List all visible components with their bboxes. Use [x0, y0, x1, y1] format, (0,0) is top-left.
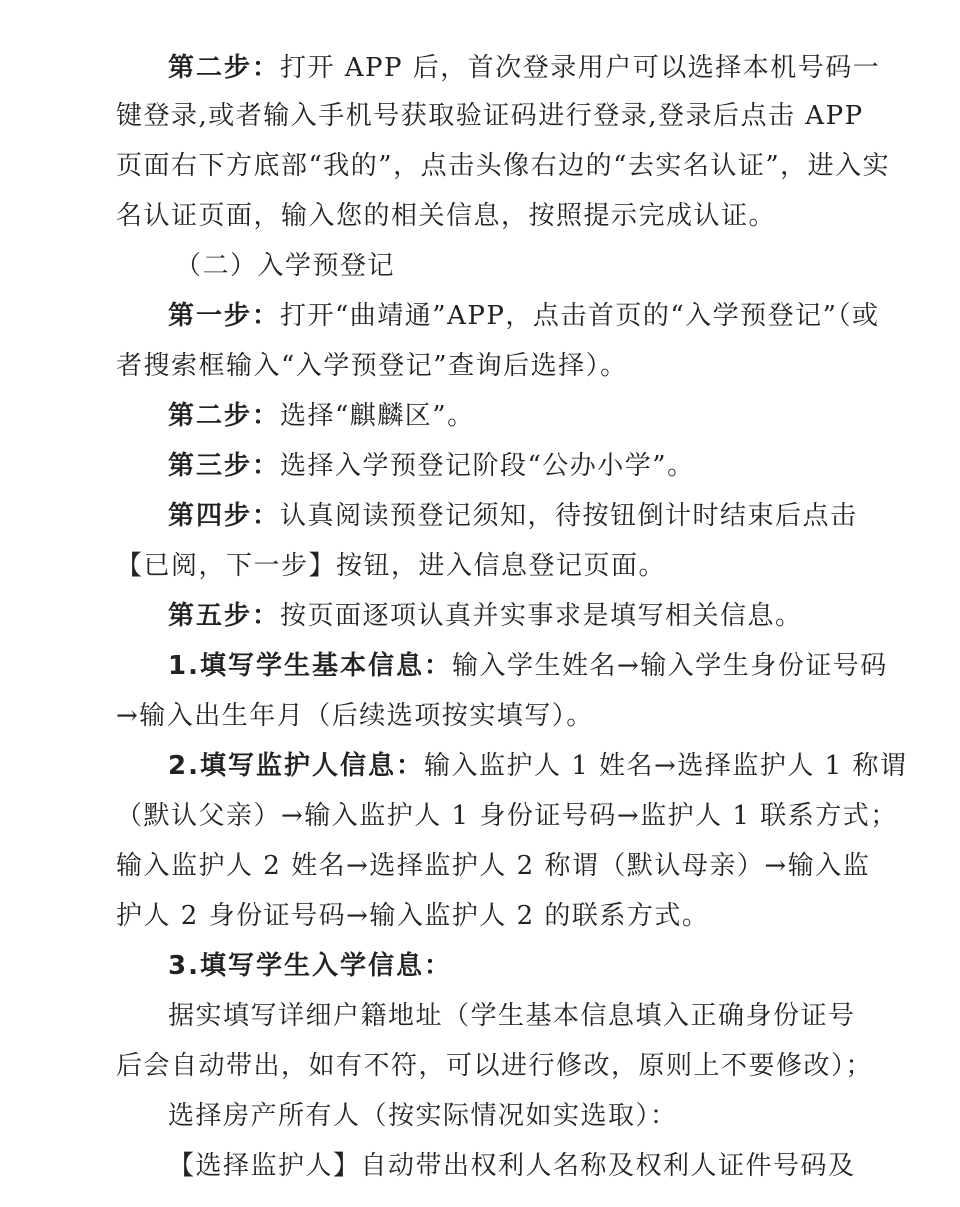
paragraph-line — [0, 140, 960, 192]
paragraph-line — [0, 990, 960, 1042]
line-text: 【选择监护人】自动带出权利人名称及权利人证件号码及 — [168, 1151, 856, 1181]
step-label: 第五步： — [168, 601, 281, 631]
step-label: 第二步： — [168, 401, 281, 431]
line-text: 输入监护人 1 姓名→选择监护人 1 称谓 — [423, 751, 908, 781]
paragraph-line — [0, 1090, 960, 1142]
line-text: 护人 2 身份证号码→输入监护人 2 的联系方式。 — [116, 901, 710, 931]
step-label: 第二步： — [168, 53, 281, 83]
step-label: 第一步： — [168, 301, 281, 331]
line-text: →输入出生年月（后续选项按实填写）。 — [116, 701, 594, 731]
paragraph-line — [0, 1040, 960, 1092]
paragraph-line — [0, 590, 960, 642]
line-text: 打开“曲靖通”APP，点击首页的“入学预登记”（或 — [280, 301, 880, 331]
line-text: 据实填写详细户籍地址（学生基本信息填入正确身份证号 — [168, 1001, 856, 1031]
step-label: 第三步： — [168, 451, 281, 481]
paragraph-line — [0, 890, 960, 942]
line-text: 选择“麒麟区”。 — [280, 401, 475, 431]
paragraph-line — [0, 840, 960, 892]
line-text: 输入监护人 2 姓名→选择监护人 2 称谓（默认母亲）→输入监 — [116, 851, 871, 881]
line-text: 者搜索框输入“入学预登记”查询后选择）。 — [116, 351, 628, 381]
line-text: 【已阅，下一步】按钮，进入信息登记页面。 — [116, 551, 667, 581]
section-title: （二）入学预登记 — [175, 251, 396, 281]
line-text: 键登录,或者输入手机号获取验证码进行登录,登录后点击 APP — [116, 101, 864, 131]
line-text: 选择入学预登记阶段“公办小学”。 — [280, 451, 695, 481]
section-heading — [0, 240, 960, 292]
line-text: 按页面逐项认真并实事求是填写相关信息。 — [280, 601, 803, 631]
line-text: 名认证页面，输入您的相关信息，按照提示完成认证。 — [116, 201, 777, 231]
paragraph-line — [0, 42, 960, 94]
paragraph-line — [0, 790, 960, 842]
paragraph-line — [0, 440, 960, 492]
paragraph-line — [0, 540, 960, 592]
line-text: 输入学生姓名→输入学生身份证号码 — [451, 651, 888, 681]
item-label: 3.填写学生入学信息： — [168, 951, 452, 981]
item-label: 2.填写监护人信息： — [168, 751, 424, 781]
line-text: 后会自动带出，如有不符，可以进行修改，原则上不要修改）； — [116, 1051, 874, 1081]
line-text: 页面右下方底部“我的”，点击头像右边的“去实名认证”，进入实 — [116, 151, 891, 181]
line-text: （默认父亲）→输入监护人 1 身份证号码→监护人 1 联系方式； — [116, 801, 898, 831]
line-text: 认真阅读预登记须知，待按钮倒计时结束后点击 — [280, 501, 858, 531]
paragraph-line — [0, 490, 960, 542]
item-label: 1.填写学生基本信息： — [168, 651, 452, 681]
paragraph-line — [0, 340, 960, 392]
line-text: 选择房产所有人（按实际情况如实选取）： — [168, 1101, 678, 1131]
paragraph-line — [0, 640, 960, 692]
step-label: 第四步： — [168, 501, 281, 531]
paragraph-line — [0, 90, 960, 142]
paragraph-line — [0, 1140, 960, 1192]
paragraph-line — [0, 190, 960, 242]
paragraph-line — [0, 940, 960, 992]
paragraph-line — [0, 690, 960, 742]
line-text: 打开 APP 后，首次登录用户可以选择本机号码一 — [280, 53, 881, 83]
paragraph-line — [0, 390, 960, 442]
paragraph-line — [0, 740, 960, 792]
paragraph-line — [0, 290, 960, 342]
